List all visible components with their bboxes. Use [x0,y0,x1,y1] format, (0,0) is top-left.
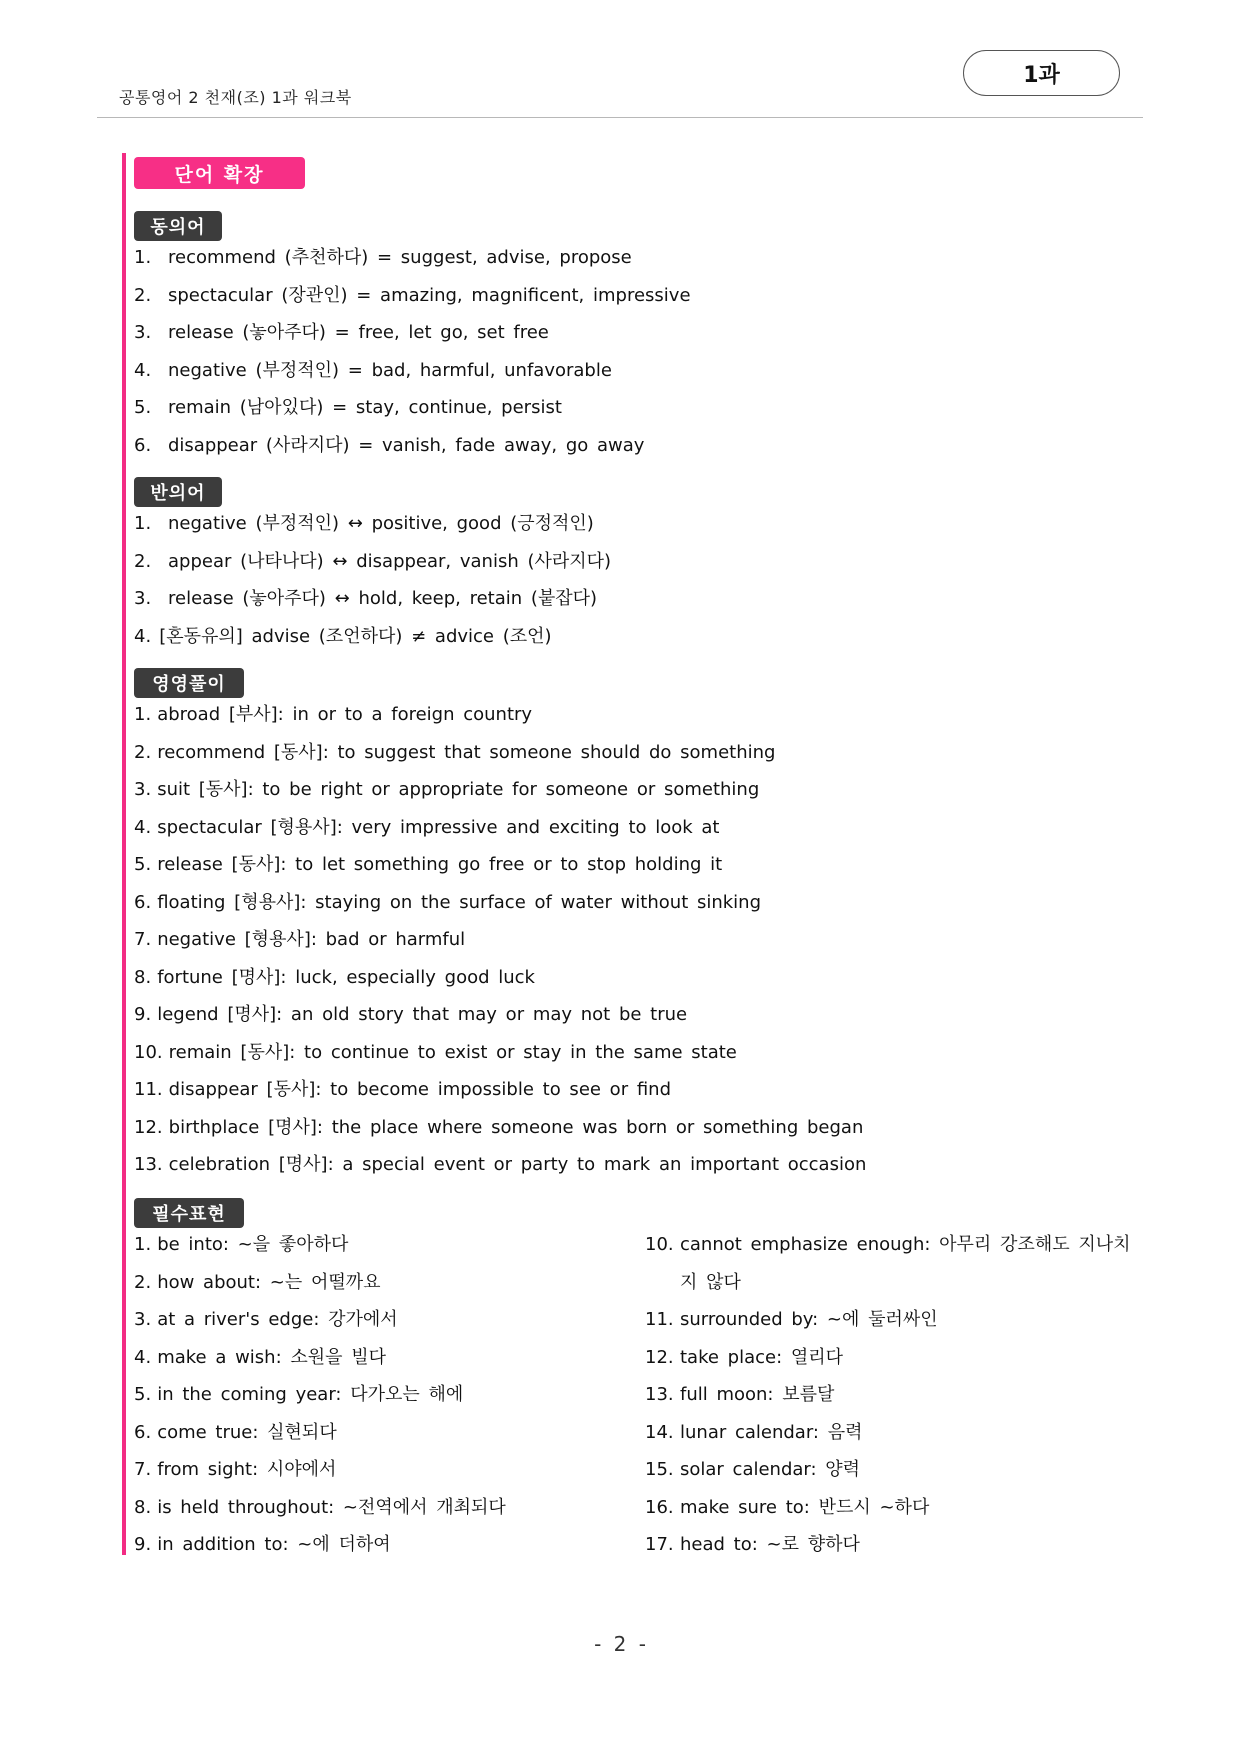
list-item: 8. is held throughout: ~전역에서 개최되다 [134,1496,506,1518]
expressions-list-left [134,1226,506,1564]
antonyms-list [134,505,611,655]
list-item: 5. release [동사]: to let something go free or to stop holding it [134,854,723,875]
list-item: 10. cannot emphasize enough: 아무리 강조해도 지나치 지 않다 [645,1234,1131,1293]
list-item: 3. release (놓아주다) = free, let go, set free [134,322,549,343]
list-item: 3. at a river's edge: 강가에서 [134,1309,398,1330]
header-divider [97,117,1143,118]
list-item: 13. celebration [명사]: a special event or party to mark an important occasion [134,1154,867,1175]
list-item: 4. negative (부정적인) = bad, harmful, unfavorable [134,359,612,381]
list-item: 12. birthplace [명사]: the place where someone was born or something began [134,1116,864,1138]
list-item: 4. spectacular [형용사]: very impressive and exciting to look at [134,816,720,838]
list-item: 7. from sight: 시야에서 [134,1459,337,1480]
lesson-badge: 1과 [963,50,1120,96]
list-item: 1. abroad [부사]: in or to a foreign country [134,704,533,725]
list-item: 15. solar calendar: 양력 [645,1459,861,1480]
list-item: 6. disappear (사라지다) = vanish, fade away, go away [134,434,645,456]
list-item: 14. lunar calendar: 음력 [645,1421,863,1443]
list-item: 9. legend [명사]: an old story that may or may not be true [134,1004,688,1025]
synonyms-badge: 동의어 [134,211,222,241]
list-item: 13. full moon: 보름달 [645,1384,835,1405]
list-item: 3. suit [동사]: to be right or appropriate for someone or something [134,779,760,800]
list-item: 2. recommend [동사]: to suggest that someone should do something [134,741,776,763]
list-item: 5. in the coming year: 다가오는 해에 [134,1384,464,1405]
list-item: 3. release (놓아주다) ↔ hold, keep, retain (붙잡다) [134,588,598,609]
page-number: - 2 - [594,1632,646,1656]
list-item: 12. take place: 열리다 [645,1346,844,1368]
antonyms-badge: 반의어 [134,477,222,507]
list-item: 2. spectacular (장관인) = amazing, magnificent, impressive [134,284,691,306]
list-item: 9. in addition to: ~에 더하여 [134,1534,391,1555]
list-item: 17. head to: ~로 향하다 [645,1534,860,1555]
list-item: 10. remain [동사]: to continue to exist or stay in the same state [134,1041,737,1063]
document-header-title: 공통영어 2 천재(조) 1과 워크북 [119,88,352,107]
expressions-badge: 필수표현 [134,1198,244,1228]
list-item: 4. make a wish: 소원을 빌다 [134,1346,387,1368]
list-item: 11. disappear [동사]: to become impossible to see or find [134,1079,671,1100]
synonyms-list [134,239,691,464]
definitions-list [134,696,866,1184]
list-item: 6. come true: 실현되다 [134,1421,337,1443]
section-accent-bar [122,153,126,1555]
expressions-list-right [645,1226,1130,1564]
list-item: 6. floating [형용사]: staying on the surface of water without sinking [134,891,762,913]
list-item: 5. remain (남아있다) = stay, continue, persist [134,397,562,418]
list-item: 1. be into: ~을 좋아하다 [134,1234,349,1255]
list-item: 1. recommend (추천하다) = suggest, advise, propose [134,247,632,268]
list-item: 11. surrounded by: ~에 둘러싸인 [645,1309,938,1330]
list-item: 1. negative (부정적인) ↔ positive, good (긍정적인) [134,513,594,534]
section-title-badge: 단어 확장 [134,157,305,189]
definitions-badge: 영영풀이 [134,668,244,698]
list-item: 4. [혼동유의] advise (조언하다) ≠ advice (조언) [134,625,552,647]
list-item: 2. appear (나타나다) ↔ disappear, vanish (사라지다) [134,550,612,572]
list-item: 2. how about: ~는 어떨까요 [134,1271,381,1293]
list-item: 16. make sure to: 반드시 ~하다 [645,1496,930,1518]
list-item: 7. negative [형용사]: bad or harmful [134,929,466,950]
list-item: 8. fortune [명사]: luck, especially good luck [134,966,535,988]
